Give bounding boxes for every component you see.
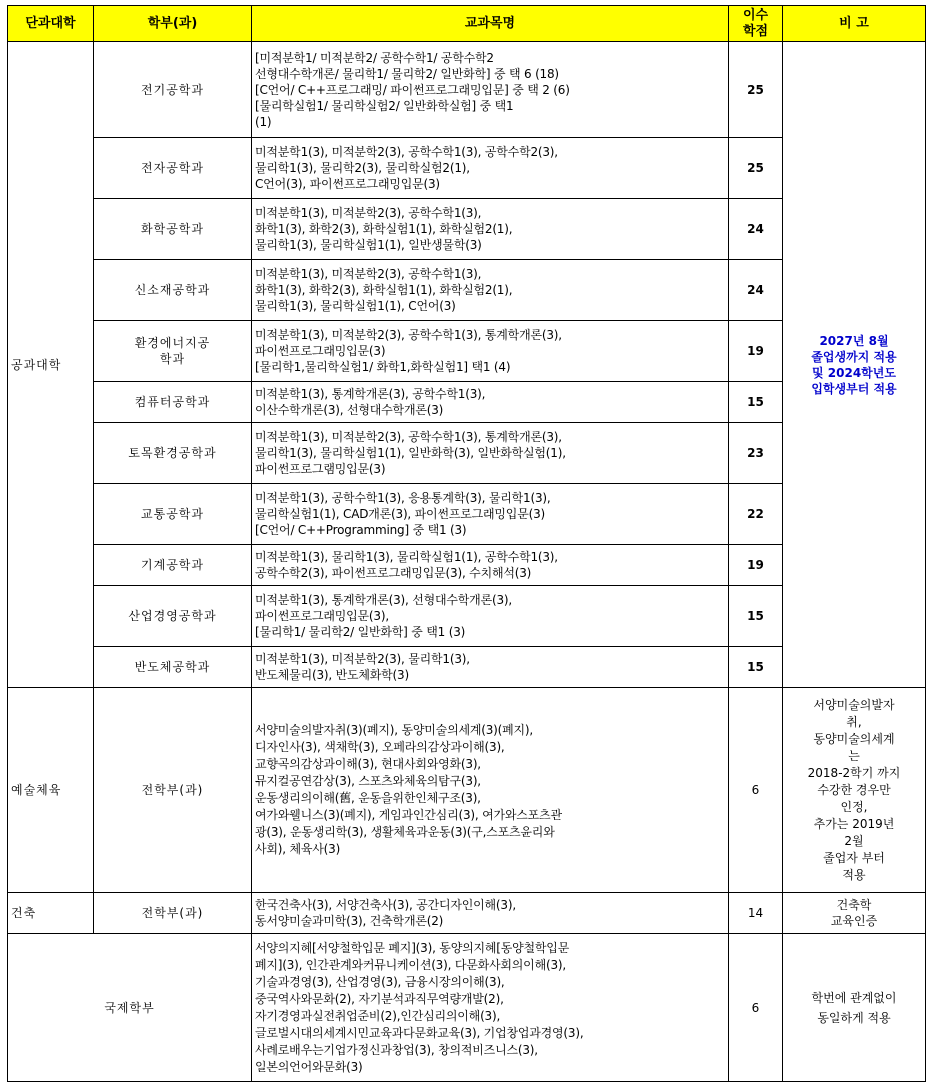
course-line: 이산수학개론(3), 선형대수학개론(3) <box>255 403 444 417</box>
note-cell <box>783 893 926 934</box>
department-cell <box>94 199 252 260</box>
course-line: 파이썬프로그램밍입문(3) <box>255 462 386 476</box>
department-cell <box>94 138 252 199</box>
table-row <box>8 688 926 893</box>
department-cell <box>94 382 252 423</box>
course-line: 파이썬프로그래밍입문(3), <box>255 609 389 623</box>
table-row <box>8 42 926 138</box>
course-line: 물리학1(3), 물리학2(3), 물리학실험2(1), <box>255 161 470 175</box>
note-line: 학번에 관계없이 <box>811 990 897 1005</box>
note-line: 수강한 경우만 <box>817 782 891 797</box>
note-line: 서양미술의발자 <box>813 697 895 712</box>
department-cell <box>94 647 252 688</box>
note-line: 졸업생까지 적용 <box>811 349 897 364</box>
courses-cell <box>252 260 729 321</box>
course-line: 미적분학1(3), 미적분학2(3), 공학수학1(3), <box>255 267 482 281</box>
courses-cell <box>252 199 729 260</box>
credits-cell: 19 <box>729 545 783 586</box>
table-body <box>8 42 926 1082</box>
note-line: 동일하게 적용 <box>817 1010 891 1025</box>
department-cell: 전학부(과) <box>94 893 252 934</box>
department-cell <box>94 42 252 138</box>
course-line: 물리학1(3), 물리학실험1(1), C언어(3) <box>255 299 456 313</box>
department-name: 교통공학과 <box>141 507 204 521</box>
note-line: 및 2024학년도 <box>812 365 896 380</box>
department-name: 반도체공학과 <box>134 660 211 674</box>
table-row <box>8 893 926 934</box>
course-line: 글로벌시대의세계시민교육과다문화교육(3), 기업창업과경영(3), <box>255 1025 584 1040</box>
credits-cell: 6 <box>729 934 783 1082</box>
department-cell <box>94 545 252 586</box>
course-line: 물리학1(3), 물리학실험1(1), 일반생물학(3) <box>255 238 482 252</box>
department-name: 화학공학과 <box>141 222 204 236</box>
course-line: 서양의지혜[서양철학입문 폐지](3), 동양의지혜[동양철학입문 <box>255 940 570 955</box>
department-cell <box>94 586 252 647</box>
course-line: 미적분학1(3), 공학수학1(3), 응용통계학(3), 물리학1(3), <box>255 491 551 505</box>
note-line: 동양미술의세계 <box>813 731 895 746</box>
note-line: 취, <box>846 714 862 729</box>
course-line: 화학1(3), 화학2(3), 화학실험1(1), 화학실험2(1), <box>255 283 513 297</box>
department-name: 신소재공학과 <box>134 283 211 297</box>
department-name: 전자공학과 <box>141 161 204 175</box>
department-name: 기계공학과 <box>141 558 204 572</box>
credits-cell: 15 <box>729 647 783 688</box>
header-note: 비 고 <box>783 6 926 42</box>
note-cell <box>783 42 926 688</box>
department-name: 산업경영공학과 <box>128 609 217 623</box>
department-name: 컴퓨터공학과 <box>134 395 211 409</box>
course-line: 동서양미술과미학(3), 건축학개론(2) <box>255 914 444 928</box>
credits-cell: 23 <box>729 423 783 484</box>
course-line: 여가와웰니스(3)(폐지), 게임과인간심리(3), 여가와스포츠관 <box>255 808 562 822</box>
course-line: 미적분학1(3), 미적분학2(3), 물리학1(3), <box>255 652 470 666</box>
curriculum-table <box>7 5 926 1082</box>
credits-cell: 25 <box>729 138 783 199</box>
course-line: 교향곡의감상과이해(3), 현대사회와영화(3), <box>255 757 481 771</box>
course-line: 선형대수학개론/ 물리학1/ 물리학2/ 일반화학] 중 택 6 (18) <box>255 66 559 81</box>
course-line: 미적분학1(3), 미적분학2(3), 공학수학1(3), 통계학개론(3), <box>255 430 562 444</box>
courses-cell <box>252 893 729 934</box>
courses-cell <box>252 138 729 199</box>
course-line: 미적분학1(3), 미적분학2(3), 공학수학1(3), <box>255 206 482 220</box>
courses-cell <box>252 321 729 382</box>
course-line: 사례로배우는기업가정신과창업(3), 창의적비즈니스(3), <box>255 1042 538 1057</box>
courses-cell <box>252 42 729 138</box>
course-line: 기술과경영(3), 산업경영(3), 금융시장의이해(3), <box>255 974 505 989</box>
note-line: 입학생부터 적용 <box>811 381 897 396</box>
credits-cell: 24 <box>729 199 783 260</box>
credits-cell: 15 <box>729 586 783 647</box>
credits-cell: 6 <box>729 688 783 893</box>
course-line: 미적분학1(3), 물리학1(3), 물리학실험1(1), 공학수학1(3), <box>255 550 558 564</box>
courses-cell <box>252 545 729 586</box>
college-cell: 예술체육 <box>8 688 94 893</box>
course-line: 파이썬프로그래밍입문(3) <box>255 344 386 358</box>
credits-cell: 24 <box>729 260 783 321</box>
note-cell <box>783 934 926 1082</box>
header-college: 단과대학 <box>8 6 94 42</box>
course-line: 공학수학2(3), 파이썬프로그래밍입문(3), 수치해석(3) <box>255 566 532 580</box>
course-line: 화학1(3), 화학2(3), 화학실험1(1), 화학실험2(1), <box>255 222 513 236</box>
credits-cell: 22 <box>729 484 783 545</box>
credits-cell: 19 <box>729 321 783 382</box>
note-line: 건축학 <box>836 898 872 912</box>
course-line: [C언어/ C++프로그래밍/ 파이썬프로그래밍입문] 중 택 2 (6) <box>255 82 570 97</box>
note-line: 2027년 8월 <box>819 333 889 348</box>
header-credits: 이수 학점 <box>729 6 783 42</box>
header-department: 학부(과) <box>94 6 252 42</box>
college-cell: 국제학부 <box>8 934 252 1082</box>
department-name: 환경에너지공 <box>134 336 211 350</box>
course-line: [물리학실험1/ 물리학실험2/ 일반화학실험] 중 택1 <box>255 98 514 113</box>
course-line: 반도체물리(3), 반도체화학(3) <box>255 668 409 682</box>
courses-cell <box>252 423 729 484</box>
course-line: 디자인사(3), 색채학(3), 오페라의감상과이해(3), <box>255 740 505 754</box>
course-line: 서양미술의발자취(3)(폐지), 동양미술의세계(3)(폐지), <box>255 723 534 737</box>
course-line: [미적분학1/ 미적분학2/ 공학수학1/ 공학수학2 <box>255 50 494 65</box>
course-line: 미적분학1(3), 통계학개론(3), 공학수학1(3), <box>255 387 486 401</box>
credits-cell: 14 <box>729 893 783 934</box>
table-row <box>8 934 926 1082</box>
courses-cell <box>252 484 729 545</box>
note-line: 2018-2학기 까지 <box>807 765 901 780</box>
course-line: 운동생리의이해(舊, 운동을위한인체구조(3), <box>255 791 481 805</box>
note-line: 적용 <box>842 867 866 882</box>
course-line: 일본의언어와문화(3) <box>255 1059 363 1074</box>
department-name: 토목환경공학과 <box>128 446 217 460</box>
header-row <box>8 6 926 42</box>
course-line: [물리학1/ 물리학2/ 일반화학] 중 택1 (3) <box>255 625 466 639</box>
note-line: 2월 <box>844 833 864 848</box>
course-line: C언어(3), 파이썬프로그래밍입문(3) <box>255 177 440 191</box>
note-cell <box>783 688 926 893</box>
college-cell: 건축 <box>8 893 94 934</box>
department-cell <box>94 260 252 321</box>
department-name: 전기공학과 <box>141 82 204 97</box>
department-cell <box>94 321 252 382</box>
courses-cell <box>252 586 729 647</box>
course-line: 중국역사와문화(2), 자기분석과직무역량개발(2), <box>255 991 504 1006</box>
department-name: 학과 <box>159 352 186 366</box>
credits-cell: 25 <box>729 42 783 138</box>
course-line: 미적분학1(3), 미적분학2(3), 공학수학1(3), 통계학개론(3), <box>255 328 562 342</box>
course-line: 물리학실험1(1), CAD개론(3), 파이썬프로그래밍입문(3) <box>255 507 545 521</box>
note-line: 졸업자 부터 <box>823 850 885 865</box>
department-cell <box>94 484 252 545</box>
course-line: 자기경영과실전취업준비(2),인간심리의이해(3), <box>255 1008 501 1023</box>
college-cell: 공과대학 <box>8 42 94 688</box>
courses-cell <box>252 934 729 1082</box>
credits-cell: 15 <box>729 382 783 423</box>
department-cell: 전학부(과) <box>94 688 252 893</box>
courses-cell <box>252 688 729 893</box>
course-line: [C언어/ C++Programming] 중 택1 (3) <box>255 523 467 537</box>
note-line: 교육인증 <box>830 914 878 928</box>
course-line: 광(3), 운동생리학(3), 생활체육과운동(3)(구,스포츠윤리와 <box>255 825 555 839</box>
department-cell <box>94 423 252 484</box>
note-line: 인정, <box>840 799 868 814</box>
courses-cell <box>252 382 729 423</box>
course-line: 한국건축사(3), 서양건축사(3), 공간디자인이해(3), <box>255 898 516 912</box>
courses-cell <box>252 647 729 688</box>
course-line: 사회), 체육사(3) <box>255 842 341 856</box>
note-line: 추가는 2019년 <box>813 816 895 831</box>
course-line: [물리학1,물리학실험1/ 화학1,화학실험1] 택1 (4) <box>255 360 511 374</box>
note-line: 는 <box>848 748 860 763</box>
course-line: (1) <box>255 114 272 129</box>
header-courses: 교과목명 <box>252 6 729 42</box>
course-line: 뮤지컬공연감상(3), 스포츠와체육의탐구(3), <box>255 774 481 788</box>
course-line: 물리학1(3), 물리학실험1(1), 일반화학(3), 일반화학실험(1), <box>255 446 566 460</box>
course-line: 미적분학1(3), 미적분학2(3), 공학수학1(3), 공학수학2(3), <box>255 145 558 159</box>
course-line: 폐지](3), 인간관계와커뮤니케이션(3), 다문화사회의이해(3), <box>255 957 566 972</box>
course-line: 미적분학1(3), 통계학개론(3), 선형대수학개론(3), <box>255 593 512 607</box>
